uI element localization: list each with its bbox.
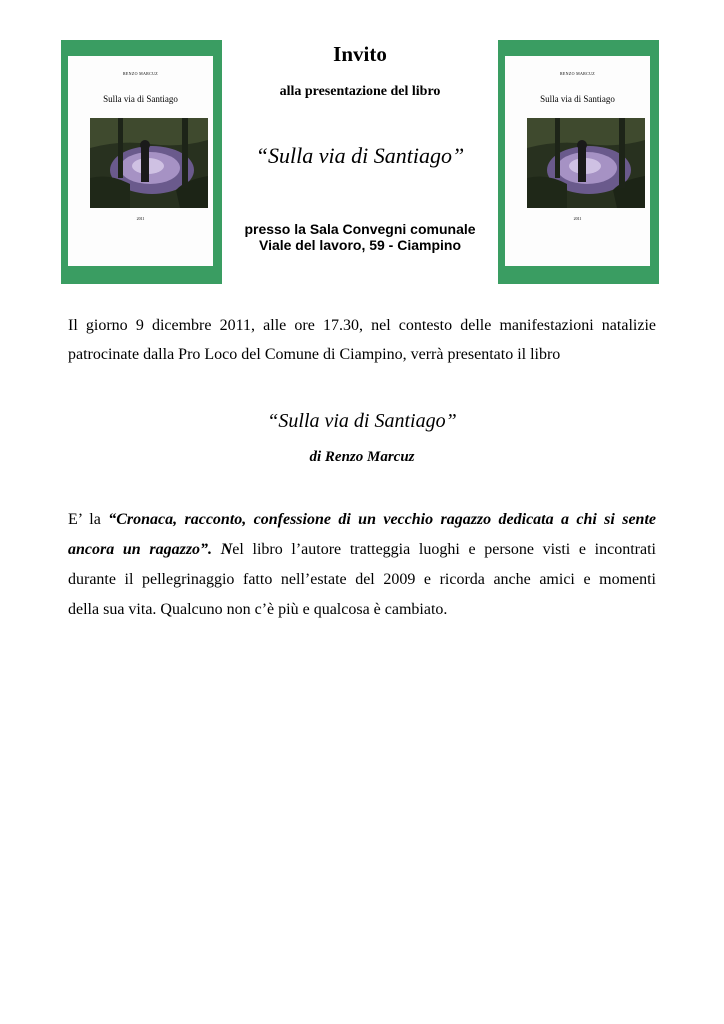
pilgrim-photo-icon bbox=[527, 118, 645, 208]
venue-line-2: Viale del lavoro, 59 - Ciampino bbox=[258, 237, 462, 253]
intro-paragraph bbox=[68, 311, 656, 369]
cover-page bbox=[68, 56, 213, 266]
cover-title: Sulla via di Santiago bbox=[540, 94, 615, 104]
cover-year: 2011 bbox=[573, 216, 582, 221]
cover-photo bbox=[90, 118, 208, 208]
pilgrim-photo-icon bbox=[90, 118, 208, 208]
cover-author: RENZO MARCUZ bbox=[559, 71, 596, 76]
book-cover-right bbox=[498, 40, 659, 284]
description-line-1 bbox=[68, 505, 656, 535]
description-paragraph bbox=[68, 505, 656, 625]
intro-line-1: Il giorno 9 dicembre 2011, alle ore 17.30, nel contesto delle manifestazioni natalizie bbox=[68, 317, 656, 334]
invitation-subtitle: alla presentazione del libro bbox=[279, 84, 441, 99]
invitation-title: Invito bbox=[333, 42, 387, 66]
cover-title: Sulla via di Santiago bbox=[103, 94, 178, 104]
book-title: “Sulla via di Santiago” bbox=[267, 410, 457, 432]
cover-year: 2011 bbox=[136, 216, 145, 221]
book-author: di Renzo Marcuz bbox=[309, 449, 415, 465]
description-quote-2: ancora un ragazzo”. N bbox=[68, 541, 233, 558]
description-rest-2: el libro l’autore tratteggia luoghi e persone visti e incontrati bbox=[232, 541, 656, 558]
cover-photo bbox=[527, 118, 645, 208]
description-quote-1: “Cronaca, racconto, confessione di un vecchio ragazzo dedicata a chi si sente bbox=[108, 511, 656, 528]
description-line-3: durante il pellegrinaggio fatto nell’estate del 2009 e ricorda anche amici e momenti bbox=[68, 571, 656, 588]
venue-line-1: presso la Sala Convegni comunale bbox=[244, 221, 476, 237]
intro-line-2: patrocinate dalla Pro Loco del Comune di Ciampino, verrà presentato il libro bbox=[68, 346, 561, 363]
description-line-2 bbox=[68, 535, 656, 565]
cover-author: RENZO MARCUZ bbox=[122, 71, 159, 76]
description-line-4: della sua vita. Qualcuno non c’è più e qualcosa è cambiato. bbox=[68, 601, 448, 618]
book-cover-left bbox=[61, 40, 222, 284]
cover-page bbox=[505, 56, 650, 266]
venue bbox=[222, 221, 498, 253]
invitation-book-title: “Sulla via di Santiago” bbox=[255, 143, 465, 168]
description-prefix: E’ la bbox=[68, 511, 109, 528]
